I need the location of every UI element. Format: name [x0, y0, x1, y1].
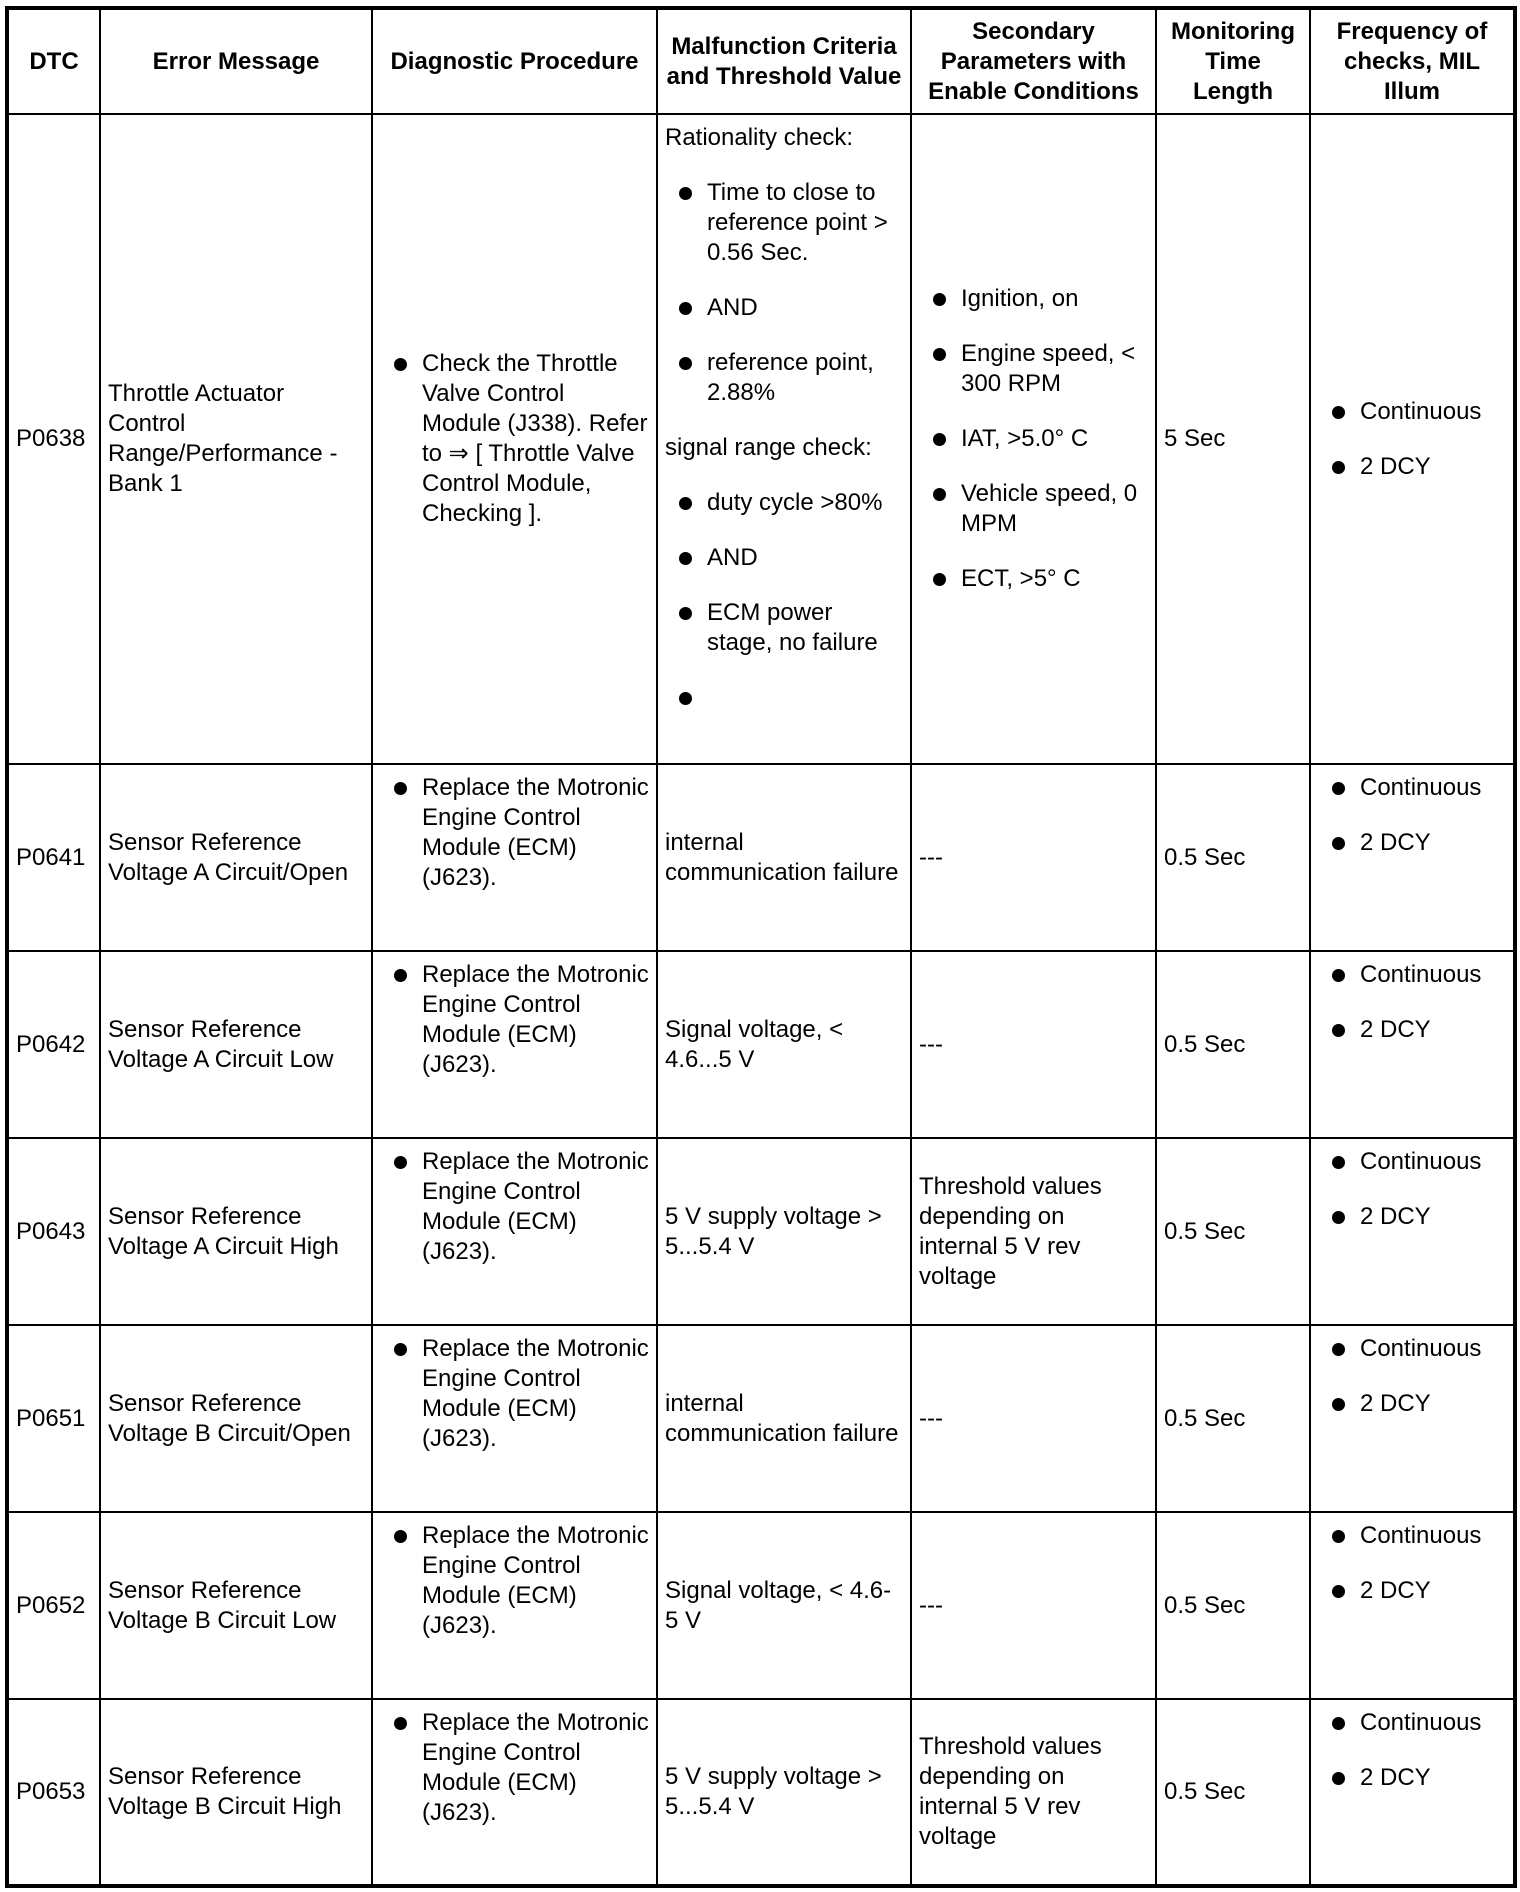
bullet-icon — [394, 1343, 407, 1356]
procedure-item — [380, 773, 649, 893]
criteria-item — [665, 598, 903, 658]
bullet-icon — [933, 573, 946, 586]
bullet-icon — [1332, 969, 1345, 982]
malfunction-criteria: internal communication failure — [657, 764, 911, 951]
criteria-item-text: duty cycle >80% — [707, 489, 883, 516]
criteria-item-text: AND — [707, 544, 758, 571]
diagnostic-procedure — [372, 1699, 657, 1886]
procedure-item — [380, 960, 649, 1080]
monitoring-time: 0.5 Sec — [1156, 1138, 1310, 1325]
malfunction-criteria: 5 V supply voltage > 5...5.4 V — [657, 1138, 911, 1325]
procedure-text: Replace the Motronic Engine Control Module (ECM) (J623). — [422, 774, 649, 891]
criteria-label: Rationality check: — [665, 124, 854, 151]
dtc-code: P0652 — [7, 1512, 100, 1699]
dtc-code: P0653 — [7, 1699, 100, 1886]
frequency — [1310, 1512, 1515, 1699]
error-message: Throttle Actuator Control Range/Performance - Bank 1 — [100, 114, 372, 764]
header-frequency: Frequency of checks, MIL Illum — [1310, 8, 1515, 114]
diagnostic-procedure — [372, 951, 657, 1138]
frequency-item-text: 2 DCY — [1360, 829, 1431, 856]
table-row — [7, 1512, 1515, 1699]
bullet-icon — [1332, 1585, 1345, 1598]
bullet-icon — [394, 1156, 407, 1169]
frequency-item — [1318, 1202, 1506, 1232]
diagnostic-procedure — [372, 1512, 657, 1699]
header-diagnostic-procedure: Diagnostic Procedure — [372, 8, 657, 114]
frequency-item — [1318, 1576, 1506, 1606]
monitoring-time: 0.5 Sec — [1156, 951, 1310, 1138]
header-secondary-parameters: Secondary Parameters with Enable Conditions — [911, 8, 1156, 114]
header-error-message: Error Message — [100, 8, 372, 114]
diagnostic-procedure — [372, 1138, 657, 1325]
table-row — [7, 1325, 1515, 1512]
frequency-item — [1318, 1389, 1506, 1419]
frequency-item — [1318, 1521, 1506, 1551]
bullet-icon — [1332, 1717, 1345, 1730]
secondary-item-text: Ignition, on — [961, 285, 1079, 312]
secondary-item — [919, 479, 1148, 539]
secondary-parameters: Threshold values depending on internal 5 V rev voltage — [911, 1138, 1156, 1325]
table-row — [7, 1699, 1515, 1886]
frequency-item-text: Continuous — [1360, 961, 1482, 988]
criteria-item-text: ECM power stage, no failure — [707, 599, 878, 656]
criteria-item — [665, 683, 903, 713]
error-message: Sensor Reference Voltage B Circuit High — [100, 1699, 372, 1886]
malfunction-criteria: 5 V supply voltage > 5...5.4 V — [657, 1699, 911, 1886]
bullet-icon — [679, 497, 692, 510]
procedure-item — [380, 1708, 649, 1828]
frequency-item — [1318, 828, 1506, 858]
secondary-item — [919, 284, 1148, 314]
criteria-item-text: Time to close to reference point > 0.56 Sec. — [707, 179, 888, 266]
procedure-text: Check the Throttle Valve Control Module (J338). Refer to ⇒ [ Throttle Valve Control Module, Checking ]. — [422, 350, 648, 527]
secondary-parameters: --- — [911, 1325, 1156, 1512]
header-monitoring-time: Monitoring Time Length — [1156, 8, 1310, 114]
table-row — [7, 114, 1515, 764]
criteria-label: signal range check: — [665, 434, 872, 461]
bullet-icon — [1332, 1156, 1345, 1169]
procedure-text: Replace the Motronic Engine Control Module (ECM) (J623). — [422, 1148, 649, 1265]
secondary-item-text: IAT, >5.0° C — [961, 425, 1089, 452]
malfunction-criteria — [657, 114, 911, 764]
frequency-item-text: Continuous — [1360, 1148, 1482, 1175]
frequency-item-text: Continuous — [1360, 397, 1482, 425]
frequency-item-text: 2 DCY — [1360, 1577, 1431, 1604]
frequency-item — [1318, 1763, 1506, 1793]
bullet-icon — [679, 692, 692, 705]
frequency — [1310, 764, 1515, 951]
bullet-icon — [679, 357, 692, 370]
frequency-item — [1318, 397, 1506, 427]
bullet-icon — [933, 348, 946, 361]
bullet-icon — [933, 488, 946, 501]
secondary-item-text: Vehicle speed, 0 MPM — [961, 480, 1138, 537]
dtc-code: P0643 — [7, 1138, 100, 1325]
procedure-item — [380, 1334, 649, 1454]
criteria-item — [665, 178, 903, 268]
frequency-item-text: 2 DCY — [1360, 452, 1431, 480]
header-dtc: DTC — [7, 8, 100, 114]
frequency-item-text: 2 DCY — [1360, 1203, 1431, 1230]
procedure-item — [380, 1521, 649, 1641]
frequency-item — [1318, 773, 1506, 803]
diagnostic-procedure — [372, 764, 657, 951]
bullet-icon — [679, 552, 692, 565]
criteria-list — [665, 178, 903, 408]
bullet-icon — [679, 607, 692, 620]
procedure-text: Replace the Motronic Engine Control Module (ECM) (J623). — [422, 1335, 649, 1452]
secondary-item — [919, 564, 1148, 594]
frequency-item — [1318, 1015, 1506, 1045]
malfunction-criteria: Signal voltage, < 4.6...5 V — [657, 951, 911, 1138]
frequency-item — [1318, 960, 1506, 990]
table-row — [7, 1138, 1515, 1325]
frequency-item — [1318, 452, 1506, 482]
header-malfunction-criteria: Malfunction Criteria and Threshold Value — [657, 8, 911, 114]
malfunction-criteria: internal communication failure — [657, 1325, 911, 1512]
secondary-parameters: Threshold values depending on internal 5 V rev voltage — [911, 1699, 1156, 1886]
frequency-item — [1318, 1708, 1506, 1738]
secondary-parameters: --- — [911, 1512, 1156, 1699]
procedure-item — [380, 1147, 649, 1267]
bullet-icon — [1332, 1772, 1345, 1785]
error-message: Sensor Reference Voltage A Circuit/Open — [100, 764, 372, 951]
secondary-parameters: --- — [911, 951, 1156, 1138]
monitoring-time: 0.5 Sec — [1156, 764, 1310, 951]
secondary-item — [919, 424, 1148, 454]
dtc-code: P0638 — [7, 114, 100, 764]
frequency-item-text: Continuous — [1360, 774, 1482, 801]
bullet-icon — [933, 293, 946, 306]
error-message: Sensor Reference Voltage B Circuit Low — [100, 1512, 372, 1699]
monitoring-time: 0.5 Sec — [1156, 1699, 1310, 1886]
frequency-item-text: Continuous — [1360, 1522, 1482, 1549]
monitoring-time: 0.5 Sec — [1156, 1512, 1310, 1699]
bullet-icon — [1332, 1211, 1345, 1224]
diagnostic-procedure — [372, 1325, 657, 1512]
error-message: Sensor Reference Voltage A Circuit High — [100, 1138, 372, 1325]
procedure-text: Replace the Motronic Engine Control Module (ECM) (J623). — [422, 1522, 649, 1639]
bullet-icon — [1332, 1343, 1345, 1356]
bullet-icon — [1332, 782, 1345, 795]
dtc-code: P0641 — [7, 764, 100, 951]
header-row — [7, 8, 1515, 114]
criteria-item-text: reference point, 2.88% — [707, 349, 874, 406]
frequency — [1310, 951, 1515, 1138]
frequency — [1310, 1325, 1515, 1512]
diagnostic-procedure — [372, 114, 657, 764]
procedure-text: Replace the Motronic Engine Control Module (ECM) (J623). — [422, 961, 649, 1078]
criteria-item — [665, 488, 903, 518]
secondary-parameters — [911, 114, 1156, 764]
procedure-item — [380, 349, 649, 529]
malfunction-criteria: Signal voltage, < 4.6-5 V — [657, 1512, 911, 1699]
table-row — [7, 951, 1515, 1138]
dtc-code: P0642 — [7, 951, 100, 1138]
criteria-item — [665, 543, 903, 573]
table-row — [7, 764, 1515, 951]
procedure-text: Replace the Motronic Engine Control Module (ECM) (J623). — [422, 1709, 649, 1826]
bullet-icon — [1332, 1024, 1345, 1037]
criteria-list — [665, 488, 903, 713]
frequency — [1310, 114, 1515, 764]
criteria-item-text: AND — [707, 294, 758, 321]
frequency-item — [1318, 1147, 1506, 1177]
monitoring-time: 0.5 Sec — [1156, 1325, 1310, 1512]
bullet-icon — [1332, 406, 1345, 419]
frequency-item-text: 2 DCY — [1360, 1016, 1431, 1043]
error-message: Sensor Reference Voltage B Circuit/Open — [100, 1325, 372, 1512]
frequency-item-text: 2 DCY — [1360, 1390, 1431, 1417]
bullet-icon — [679, 302, 692, 315]
frequency-item-text: 2 DCY — [1360, 1764, 1431, 1791]
frequency-item-text: Continuous — [1360, 1335, 1482, 1362]
criteria-item — [665, 293, 903, 323]
bullet-icon — [1332, 461, 1345, 474]
bullet-icon — [394, 358, 407, 371]
bullet-icon — [394, 782, 407, 795]
dtc-code: P0651 — [7, 1325, 100, 1512]
frequency-item — [1318, 1334, 1506, 1364]
bullet-icon — [394, 969, 407, 982]
criteria-item — [665, 348, 903, 408]
bullet-icon — [1332, 1398, 1345, 1411]
error-message: Sensor Reference Voltage A Circuit Low — [100, 951, 372, 1138]
bullet-icon — [679, 187, 692, 200]
bullet-icon — [1332, 837, 1345, 850]
monitoring-time: 5 Sec — [1156, 114, 1310, 764]
bullet-icon — [1332, 1530, 1345, 1543]
secondary-item — [919, 339, 1148, 399]
secondary-item-text: Engine speed, < 300 RPM — [961, 340, 1136, 397]
secondary-item-text: ECT, >5° C — [961, 565, 1081, 592]
bullet-icon — [933, 433, 946, 446]
frequency — [1310, 1138, 1515, 1325]
secondary-parameters: --- — [911, 764, 1156, 951]
frequency-item-text: Continuous — [1360, 1709, 1482, 1736]
dtc-table — [5, 6, 1517, 1888]
frequency — [1310, 1699, 1515, 1886]
bullet-icon — [394, 1717, 407, 1730]
bullet-icon — [394, 1530, 407, 1543]
